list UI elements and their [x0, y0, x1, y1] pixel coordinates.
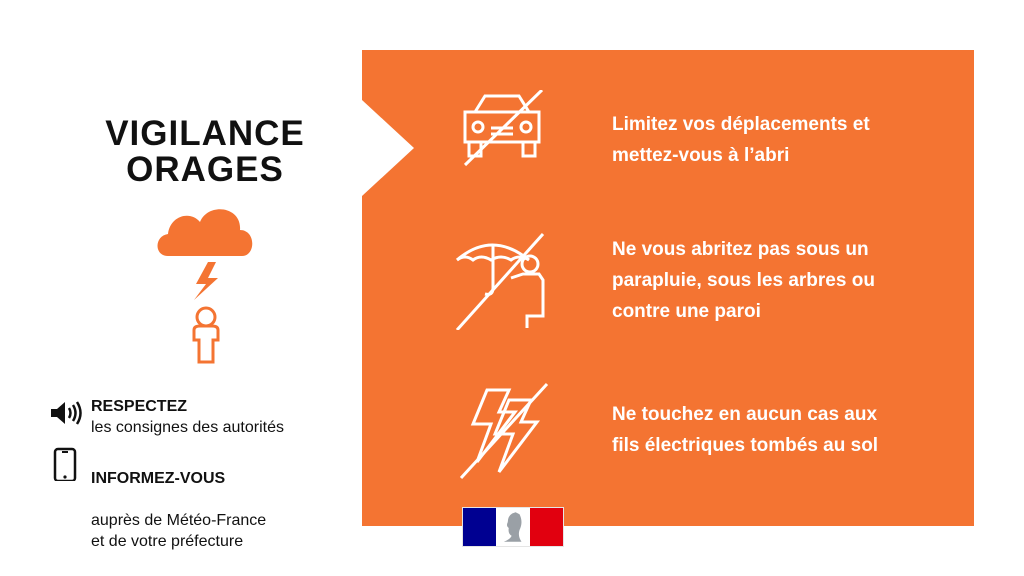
notice-text: auprès de Météo-France et de votre préfecture — [91, 512, 267, 550]
flag-blue — [463, 508, 496, 546]
notice-heading: RESPECTEZ — [91, 398, 188, 415]
marianne-profile-icon — [496, 508, 529, 546]
title-line-1: VIGILANCE — [105, 114, 305, 153]
storm-illustration — [150, 200, 260, 375]
advice-text: Ne touchez en aucun cas aux fils électriques tombés au sol — [612, 404, 879, 456]
notice-text: les consignes des autorités — [91, 419, 284, 436]
no-car-icon — [447, 90, 557, 190]
notice-respect — [48, 396, 348, 438]
page-title — [70, 116, 340, 188]
advice-text: Limitez vos déplacements et mettez-vous à l’abri — [612, 114, 870, 166]
republique-francaise-logo — [462, 507, 564, 547]
advice-text: Ne vous abritez pas sous un parapluie, sous les arbres ou contre une paroi — [612, 238, 875, 322]
cloud-icon — [158, 209, 253, 256]
smartphone-icon — [48, 447, 82, 481]
flag-white — [496, 508, 529, 546]
no-umbrella-icon — [447, 230, 557, 330]
flag-red — [530, 508, 563, 546]
speaker-icon — [48, 396, 82, 430]
advice-item — [447, 380, 947, 480]
advice-item — [447, 90, 947, 190]
lightning-icon — [194, 262, 218, 300]
no-electric-cable-icon — [447, 380, 557, 480]
advice-panel — [362, 50, 974, 526]
panel-notch — [362, 100, 414, 196]
notice-heading: INFORMEZ-VOUS — [91, 470, 226, 487]
title-line-2: ORAGES — [126, 150, 284, 189]
advice-item — [447, 230, 947, 330]
person-icon — [194, 308, 218, 362]
notice-inform — [48, 447, 348, 552]
